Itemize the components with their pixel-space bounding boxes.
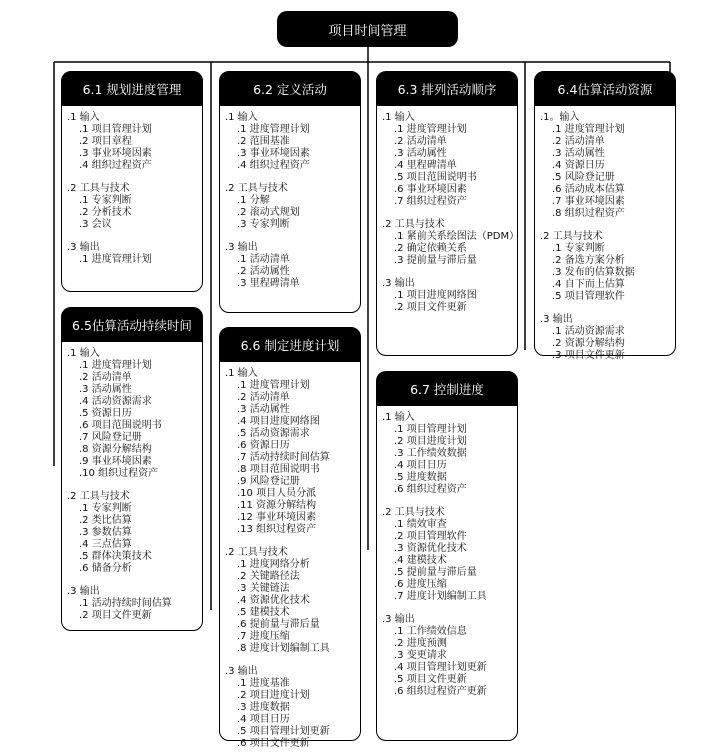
list-item: .7 风险登记册 <box>79 432 142 443</box>
section-title: .1 输入 <box>225 112 258 123</box>
card-body <box>62 106 202 266</box>
list-item: .5 风险登记册 <box>552 172 615 183</box>
list-item: .2 类比估算 <box>79 515 132 526</box>
list-item: .2 确定依赖关系 <box>394 243 467 254</box>
list-item: .1 紧前关系绘图法（PDM） <box>394 231 520 242</box>
list-item: .6 组织过程资产 <box>394 484 467 495</box>
list-item: .2 进度预测 <box>394 638 447 649</box>
section-title: .2 工具与技术 <box>382 219 445 230</box>
list-item: .7 事业环境因素 <box>552 196 625 207</box>
section-title: .2 工具与技术 <box>225 547 288 558</box>
card-6-5 <box>61 307 203 631</box>
list-item: .2 资源分解结构 <box>552 338 625 349</box>
list-item: .8 组织过程资产 <box>552 208 625 219</box>
section-title: .1 输入 <box>382 112 415 123</box>
list-item: .5 资源日历 <box>79 408 132 419</box>
list-item: .4 项目日历 <box>237 714 290 725</box>
card-section <box>67 348 202 480</box>
list-item: .4 资源日历 <box>552 160 605 171</box>
list-item: .1 项目管理计划 <box>79 124 152 135</box>
list-item: .4 项目进度网络图 <box>237 416 320 427</box>
card-body <box>377 106 520 314</box>
list-item: .4 自下而上估算 <box>552 279 625 290</box>
list-item: .6 储备分析 <box>79 563 132 574</box>
list-item: .1 专家判断 <box>79 195 132 206</box>
list-item: .1 进度管理计划 <box>237 124 310 135</box>
card-section <box>67 242 202 266</box>
list-item: .3 资源优化技术 <box>394 543 467 554</box>
list-item: .7 进度计划编制工具 <box>394 591 487 602</box>
list-item: .1 活动清单 <box>237 254 290 265</box>
card-section <box>225 368 360 536</box>
list-item: .1 进度网络分析 <box>237 559 310 570</box>
list-item: .11 资源分解结构 <box>237 500 317 511</box>
list-item: .1 分解 <box>237 195 270 206</box>
section-title: .3 输出 <box>382 278 415 289</box>
list-item: .5 项目范围说明书 <box>394 172 477 183</box>
card-section <box>67 183 202 231</box>
list-item: .2 项目进度计划 <box>394 436 467 447</box>
list-item: .4 活动资源需求 <box>79 396 152 407</box>
list-item: .2 活动清单 <box>237 392 290 403</box>
list-item: .4 资源优化技术 <box>237 595 310 606</box>
root-node <box>277 11 458 47</box>
list-item: .2 备选方案分析 <box>552 255 625 266</box>
list-item: .3 活动属性 <box>394 148 447 159</box>
list-item: .3 变更请求 <box>394 650 447 661</box>
list-item: .1 进度管理计划 <box>237 380 310 391</box>
list-item: .4 里程碑清单 <box>394 160 457 171</box>
list-item: .5 项目管理计划更新 <box>237 726 330 737</box>
list-item: .6 资源日历 <box>237 440 290 451</box>
list-item: .1 专家判断 <box>552 243 605 254</box>
list-item: .3 项目文件更新 <box>552 350 625 361</box>
list-item: .8 项目范围说明书 <box>237 464 320 475</box>
section-title: .2 工具与技术 <box>382 507 445 518</box>
list-item: .1 活动资源需求 <box>552 326 625 337</box>
card-6-1 <box>61 71 203 292</box>
list-item: .6 项目文件更新 <box>237 738 310 749</box>
card-section <box>225 112 360 172</box>
list-item: .2 项目章程 <box>79 136 132 147</box>
list-item: .3 会议 <box>79 219 112 230</box>
list-item: .5 群体决策技术 <box>79 551 152 562</box>
list-item: .4 组织过程资产 <box>79 160 152 171</box>
card-title: 6.7 控制进度 <box>377 372 517 406</box>
list-item: .3 活动属性 <box>79 384 132 395</box>
list-item: .2 分析技术 <box>79 207 132 218</box>
card-title: 6.2 定义活动 <box>220 72 360 106</box>
section-title: .3 输出 <box>67 242 100 253</box>
card-6-7 <box>376 371 518 741</box>
list-item: .7 组织过程资产 <box>394 196 467 207</box>
list-item: .3 关键链法 <box>237 583 290 594</box>
section-title: .3 输出 <box>382 614 415 625</box>
list-item: .3 工作绩效数据 <box>394 448 467 459</box>
card-section <box>382 614 517 698</box>
list-item: .2 项目进度计划 <box>237 690 310 701</box>
list-item: .5 建模技术 <box>237 607 290 618</box>
list-item: .1 项目管理计划 <box>394 424 467 435</box>
list-item: .3 发布的估算数据 <box>552 267 635 278</box>
card-section <box>67 586 202 622</box>
list-item: .6 进度压缩 <box>394 579 447 590</box>
card-body <box>220 362 360 750</box>
list-item: .9 事业环境因素 <box>79 456 152 467</box>
card-6-2 <box>219 71 361 313</box>
list-item: .10 项目人员分派 <box>237 488 317 499</box>
list-item: .1 项目进度网络图 <box>394 290 477 301</box>
section-title: .3 输出 <box>225 666 258 677</box>
list-item: .2 活动属性 <box>237 266 290 277</box>
section-title: .2 工具与技术 <box>225 183 288 194</box>
list-item: .6 项目范围说明书 <box>79 420 162 431</box>
card-6-4 <box>534 71 676 361</box>
list-item: .2 关键路径法 <box>237 571 300 582</box>
list-item: .4 项目管理计划更新 <box>394 662 487 673</box>
list-item: .1 进度基准 <box>237 678 290 689</box>
card-section <box>67 491 202 575</box>
list-item: .1 工作绩效信息 <box>394 626 467 637</box>
list-item: .1 进度管理计划 <box>552 124 625 135</box>
section-title: .1 输入 <box>67 348 100 359</box>
list-item: .2 项目管理软件 <box>394 531 467 542</box>
section-title: .3 输出 <box>225 242 258 253</box>
list-item: .3 活动属性 <box>237 404 290 415</box>
list-item: .1 进度管理计划 <box>79 254 152 265</box>
list-item: .3 提前量与滞后量 <box>394 255 477 266</box>
list-item: .1 专家判断 <box>79 503 132 514</box>
list-item: .4 组织过程资产 <box>237 160 310 171</box>
list-item: .1 进度管理计划 <box>79 360 152 371</box>
list-item: .5 项目文件更新 <box>394 674 467 685</box>
list-item: .7 进度压缩 <box>237 631 290 642</box>
list-item: .5 进度数据 <box>394 472 447 483</box>
list-item: .4 建模技术 <box>394 555 447 566</box>
list-item: .2 项目文件更新 <box>79 610 152 621</box>
list-item: .2 活动清单 <box>79 372 132 383</box>
list-item: .13 组织过程资产 <box>237 524 317 535</box>
card-section <box>382 219 520 267</box>
card-section <box>225 547 360 655</box>
card-section <box>382 278 517 314</box>
section-title: .2 工具与技术 <box>67 491 130 502</box>
list-item: .3 活动属性 <box>552 148 605 159</box>
card-title: 6.4估算活动资源 <box>535 72 675 106</box>
section-title: .2 工具与技术 <box>67 183 130 194</box>
card-section <box>225 183 360 231</box>
list-item: .1 活动持续时间估算 <box>79 598 172 609</box>
card-section <box>382 412 517 496</box>
list-item: .2 项目文件更新 <box>394 302 467 313</box>
section-title: .2 工具与技术 <box>540 231 603 242</box>
list-item: .5 项目管理软件 <box>552 291 625 302</box>
section-title: .1。输入 <box>540 112 580 123</box>
card-body <box>220 106 360 290</box>
list-item: .10 组织过程资产 <box>79 468 159 479</box>
card-section <box>225 242 360 290</box>
list-item: .3 进度数据 <box>237 702 290 713</box>
list-item: .4 项目日历 <box>394 460 447 471</box>
section-title: .3 输出 <box>67 586 100 597</box>
list-item: .8 资源分解结构 <box>79 444 152 455</box>
list-item: .2 滚动式规划 <box>237 207 300 218</box>
list-item: .5 活动资源需求 <box>237 428 310 439</box>
card-section <box>382 507 517 603</box>
root-title: 项目时间管理 <box>328 23 407 39</box>
list-item: .6 事业环境因素 <box>394 184 467 195</box>
card-section <box>540 314 675 362</box>
list-item: .12 事业环境因素 <box>237 512 317 523</box>
card-section <box>67 112 202 172</box>
section-title: .1 输入 <box>225 368 258 379</box>
list-item: .2 活动清单 <box>552 136 605 147</box>
card-6-6 <box>219 327 361 749</box>
card-section <box>225 666 360 750</box>
section-title: .3 输出 <box>540 314 573 325</box>
list-item: .6 组织过程资产更新 <box>394 686 487 697</box>
card-title: 6.6 制定进度计划 <box>220 328 360 362</box>
list-item: .1 绩效审查 <box>394 519 447 530</box>
section-title: .1 输入 <box>382 412 415 423</box>
list-item: .8 进度计划编制工具 <box>237 643 330 654</box>
card-body <box>62 342 202 622</box>
list-item: .9 风险登记册 <box>237 476 300 487</box>
card-body <box>377 406 517 698</box>
card-6-3 <box>376 71 518 356</box>
card-title: 6.1 规划进度管理 <box>62 72 202 106</box>
list-item: .5 提前量与滞后量 <box>394 567 477 578</box>
card-section <box>382 112 517 208</box>
list-item: .3 事业环境因素 <box>79 148 152 159</box>
list-item: .1 进度管理计划 <box>394 124 467 135</box>
card-title: 6.3 排列活动顺序 <box>377 72 517 106</box>
card-title: 6.5估算活动持续时间 <box>62 308 202 342</box>
list-item: .2 活动清单 <box>394 136 447 147</box>
list-item: .6 活动成本估算 <box>552 184 625 195</box>
list-item: .7 活动持续时间估算 <box>237 452 330 463</box>
list-item: .3 里程碑清单 <box>237 278 300 289</box>
section-title: .1 输入 <box>67 112 100 123</box>
list-item: .4 三点估算 <box>79 539 132 550</box>
card-body <box>535 106 675 362</box>
list-item: .6 提前量与滞后量 <box>237 619 320 630</box>
card-section <box>540 112 675 220</box>
list-item: .3 参数估算 <box>79 527 132 538</box>
list-item: .3 事业环境因素 <box>237 148 310 159</box>
card-section <box>540 231 675 303</box>
list-item: .2 范围基准 <box>237 136 290 147</box>
list-item: .3 专家判断 <box>237 219 290 230</box>
